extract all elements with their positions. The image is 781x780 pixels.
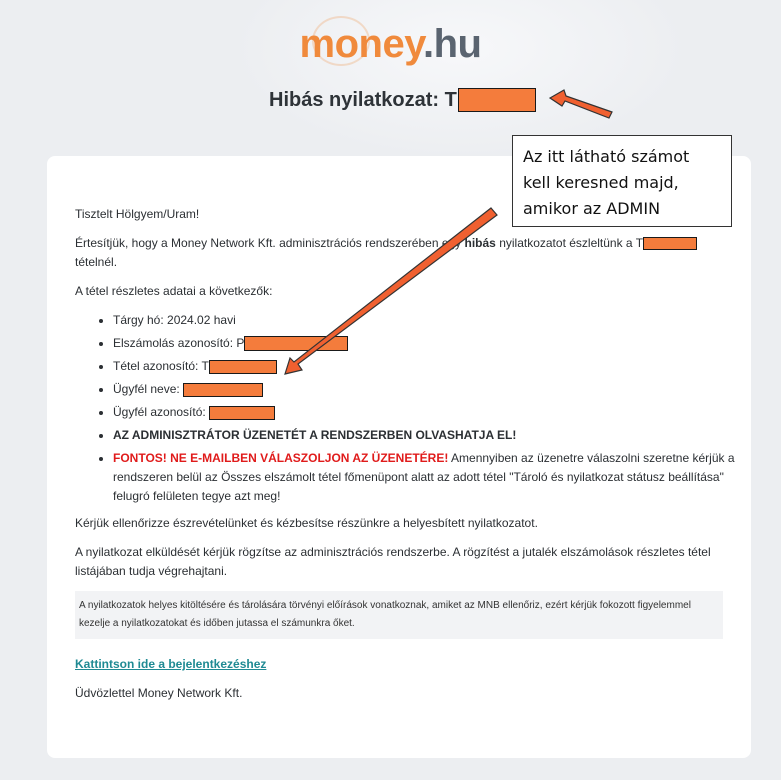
logo-tld: .hu [422,22,482,66]
intro-bold-hibas: hibás [464,236,496,250]
record-request: A nyilatkozat elküldését kérjük rögzítse az adminisztrációs rendszerbe. A rögzítést a jutalék elszámolások részletes tétel listájában tudja végrehajtani. [75,545,711,578]
intro-text-1: Értesítjük, hogy a Money Network Kft. adminisztrációs rendszerében egy [75,236,465,250]
login-link[interactable]: Kattintson ide a bejelentkezéshez [75,657,267,671]
elszamolas-label: Elszámolás azonosító: P [113,336,245,350]
annotation-callout: Az itt látható számot kell keresned majd, amikor az ADMIN [512,135,732,227]
check-request: Kérjük ellenőrizze észrevételünket és kézbesítse részünkre a helyesbített nyilatkozatot. [75,516,538,530]
tetel-label: Tétel azonosító: T [113,359,209,373]
intro-text-3: tételnél. [75,255,118,269]
logo-brand: money [299,22,423,66]
targy-ho-text: Tárgy hó: 2024.02 havi [113,313,236,327]
ugyfel-nev-label: Ügyfél neve: [113,382,184,396]
ugyfel-azon-label: Ügyfél azonosító: [113,405,210,419]
intro-text-2: nyilatkozatot észleltünk a T [495,236,644,250]
arrow-to-title-icon [550,90,612,118]
admin-note: AZ ADMINISZTRÁTOR ÜZENETÉT A RENDSZERBEN OLVASHATJA EL! [113,428,517,442]
warning-rest-text: Amennyiben az üzenetre válaszolni szeretne kérjük a rendszeren belül az Összes elszámolt tétel főmenüpont alatt az adott tétel "Tároló és nyilatkozat státusz beállítása" felugró felületen tegye azt meg! [113,451,735,503]
page-title-text: Hibás nyilatkozat: T [269,88,457,111]
warning-text: FONTOS! NE E-MAILBEN VÁLASZOLJON AZ ÜZENETÉRE! [113,451,449,465]
arrow-to-tetel-icon [285,208,497,374]
details-heading: A tétel részletes adatai a következők: [75,284,273,298]
greeting: Tisztelt Hölgyem/Uram! [75,207,200,221]
legal-notice: A nyilatkozatok helyes kitöltésére és tárolására törvényi előírások vonatkoznak, amiket az MNB ellenőriz, ezért kérjük fokozott figyelemmel kezelje a nyilatkozatokat és időben jutassa el számunkra őket. [75,591,723,639]
signature: Üdvözlettel Money Network Kft. [75,686,243,700]
